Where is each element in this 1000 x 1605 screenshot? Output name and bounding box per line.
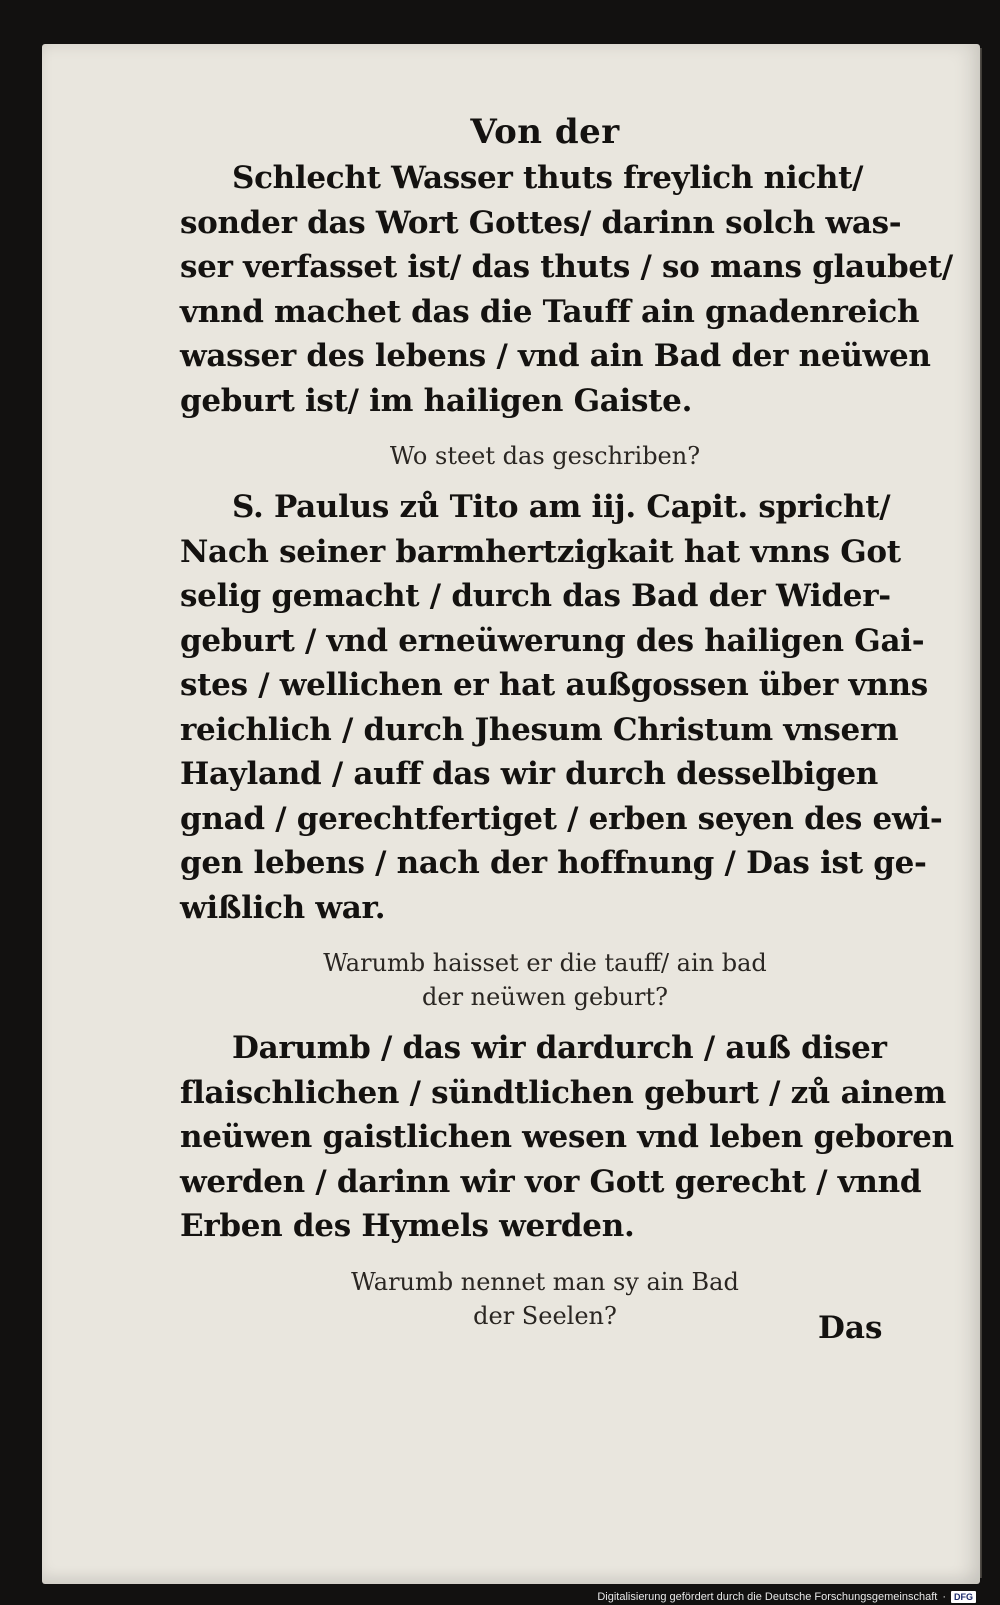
text-line: geburt / vnd erneüwerung des hailigen Gai-: [180, 622, 925, 659]
text-line: gnad / gerechtfertiget / erben seyen des ewi-: [180, 800, 943, 837]
text-line: stes / wellichen er hat außgossen über vnns: [180, 667, 928, 703]
text-line: selig gemacht / durch das Bad der Wider-: [180, 578, 891, 614]
question-line: Warumb haisset er die tauff/ ain bad: [323, 949, 767, 977]
text-line: wasser des lebens / vnd ain Bad der neüwen: [180, 338, 931, 374]
catchword: Das: [818, 1310, 883, 1346]
paragraph-2: [180, 485, 943, 930]
text-line: Darumb / das wir dardurch / auß diser: [232, 1030, 887, 1066]
text-line: Erben des Hymels werden.: [180, 1208, 635, 1244]
text-line: S. Paulus zů Tito am iij. Capit. spricht/: [232, 489, 891, 525]
text-line: flaischlichen / sündtlichen geburt / zů ainem: [180, 1074, 947, 1111]
question-heading-3: [180, 1265, 910, 1333]
question-heading-1: [180, 439, 910, 473]
text-line: Schlecht Wasser thuts freylich nicht/: [232, 160, 864, 196]
paragraph-1: [180, 156, 953, 423]
running-head: Von der: [470, 112, 620, 152]
text-line: Nach seiner barmhertzigkait hat vnns Got: [180, 533, 901, 570]
text-line: Hayland / auff das wir durch desselbigen: [180, 756, 879, 792]
text-line: reichlich / durch Jhesum Christum vnsern: [180, 711, 899, 748]
credit-text: Digitalisierung gefördert durch die Deutsche Forschungsgemeinschaft: [597, 1591, 938, 1603]
text-line: sonder das Wort Gottes/ darinn solch was-: [180, 204, 902, 241]
question-line: der neüwen geburt?: [422, 983, 668, 1011]
text-line: werden / darinn wir vor Gott gerecht / vnnd: [180, 1163, 922, 1200]
question-line: Warumb nennet man sy ain Bad: [351, 1267, 739, 1296]
text-line: gen lebens / nach der hoffnung / Das ist ge-: [180, 845, 927, 881]
text-line: geburt ist/ im hailigen Gaiste.: [180, 382, 693, 419]
text-line: ser verfasset ist/ das thuts / so mans glaubet/: [180, 249, 953, 285]
question-line: der Seelen?: [473, 1301, 617, 1330]
text-line: wißlich war.: [180, 889, 386, 926]
text-line: neüwen gaistlichen wesen vnd leben geboren: [180, 1119, 954, 1155]
paragraph-3: [180, 1026, 954, 1249]
dfg-logo-icon: DFG: [951, 1591, 976, 1603]
text-line: vnnd machet das die Tauff ain gnadenreich: [180, 293, 920, 330]
question-heading-2: [180, 946, 910, 1014]
page-text: [180, 110, 954, 1345]
question-line: Wo steet das geschriben?: [389, 442, 701, 470]
digitization-credit: Digitalisierung gefördert durch die Deutsche Forschungsgemeinschaft · DFG: [597, 1591, 976, 1603]
